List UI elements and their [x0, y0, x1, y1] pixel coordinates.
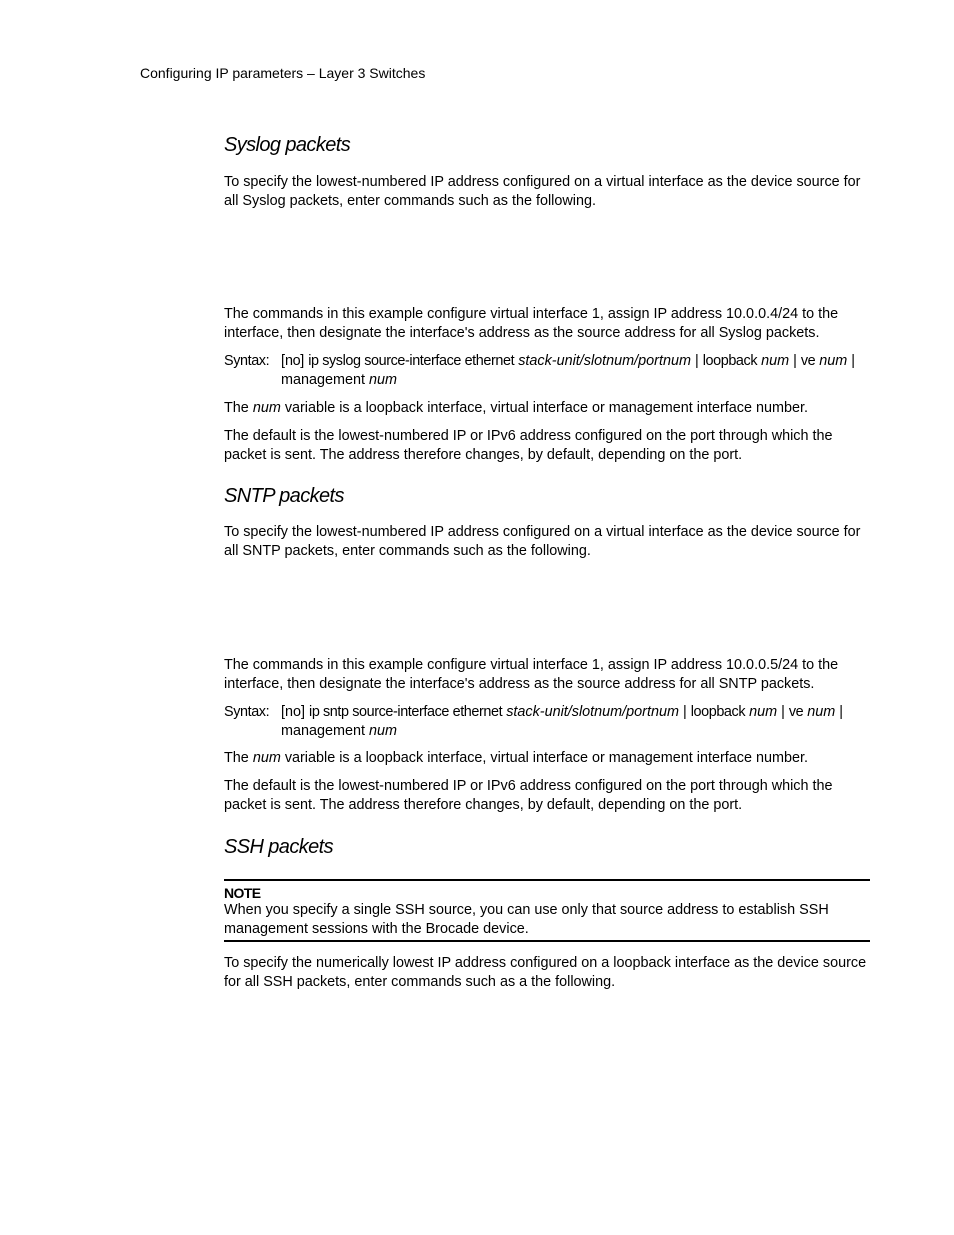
note-label: NOTE	[224, 885, 261, 901]
syntax-label: Syntax:	[224, 353, 270, 369]
port-variable: stack-unit/slotnum/portnum	[518, 353, 691, 369]
separator: |	[682, 704, 687, 720]
note-box	[224, 879, 870, 942]
note-text: When you specify a single SSH source, you can use only that source address to establish SSH management sessions with the Brocade device.	[224, 902, 829, 937]
sntp-num-description	[224, 749, 870, 768]
command-keyword: ip syslog source-interface ethernet	[308, 353, 515, 369]
num-variable: num	[252, 400, 281, 416]
syntax-text	[281, 703, 870, 740]
text-fragment: The	[224, 400, 249, 416]
num-variable: num	[807, 704, 836, 720]
separator: |	[793, 353, 797, 369]
sntp-syntax	[224, 703, 870, 740]
syntax-text	[281, 352, 870, 389]
ve-keyword: ve	[800, 353, 816, 369]
sntp-intro: To specify the lowest-numbered IP address configured on a virtual interface as the device source for all SNTP packets, enter commands such as the following.	[224, 524, 861, 559]
no-keyword: no	[285, 353, 301, 369]
syntax-label: Syntax:	[224, 704, 270, 720]
syslog-explanation: The commands in this example configure virtual interface 1, assign IP address 10.0.0.4/24 to the interface, then designate the interface's address as the source address for all Syslog packets.	[224, 306, 839, 341]
syslog-intro: To specify the lowest-numbered IP address configured on a virtual interface as the device source for all Syslog packets, enter commands such as the following.	[224, 174, 861, 209]
syslog-num-description	[224, 399, 870, 418]
bracket-open: [	[281, 353, 285, 369]
ssh-heading: SSH packets	[224, 836, 334, 858]
management-keyword: | management	[281, 704, 844, 739]
sntp-explanation: The commands in this example configure virtual interface 1, assign IP address 10.0.0.5/24 to the interface, then designate the interface's address as the source address for all SNTP packets.	[224, 657, 839, 692]
ve-keyword: ve	[788, 704, 804, 720]
syslog-syntax	[224, 352, 870, 389]
num-variable: num	[369, 371, 397, 388]
num-variable: num	[252, 750, 281, 766]
num-variable: num	[819, 353, 848, 369]
num-variable: num	[761, 353, 790, 369]
text-fragment: The	[224, 750, 249, 766]
text-fragment: variable is a loopback interface, virtual interface or management interface number.	[284, 750, 808, 766]
num-variable: num	[749, 704, 778, 720]
ssh-intro: To specify the numerically lowest IP address configured on a loopback interface as the device source for all SSH packets, enter commands such as a the following.	[224, 955, 867, 990]
running-header: Configuring IP parameters – Layer 3 Switches	[140, 65, 426, 81]
loopback-keyword: loopback	[702, 353, 758, 369]
num-variable: num	[369, 722, 397, 739]
no-option: [no]	[281, 704, 306, 720]
management-keyword: | management	[281, 353, 856, 388]
sntp-default-description: The default is the lowest-numbered IP or IPv6 address configured on the port through which the packet is sent. The address therefore changes, by default, depending on the port.	[224, 778, 833, 813]
separator: |	[694, 353, 699, 369]
command-keyword: ip sntp source-interface ethernet	[309, 704, 503, 720]
sntp-heading: SNTP packets	[224, 485, 344, 507]
syslog-default-description: The default is the lowest-numbered IP or IPv6 address configured on the port through which the packet is sent. The address therefore changes, by default, depending on the port.	[224, 428, 833, 463]
text-fragment: variable is a loopback interface, virtual interface or management interface number.	[284, 400, 808, 416]
port-variable: stack-unit/slotnum/portnum	[506, 704, 679, 720]
separator: |	[781, 704, 785, 720]
syslog-heading: Syslog packets	[224, 134, 351, 156]
bracket-close: ]	[300, 353, 305, 369]
loopback-keyword: loopback	[690, 704, 746, 720]
